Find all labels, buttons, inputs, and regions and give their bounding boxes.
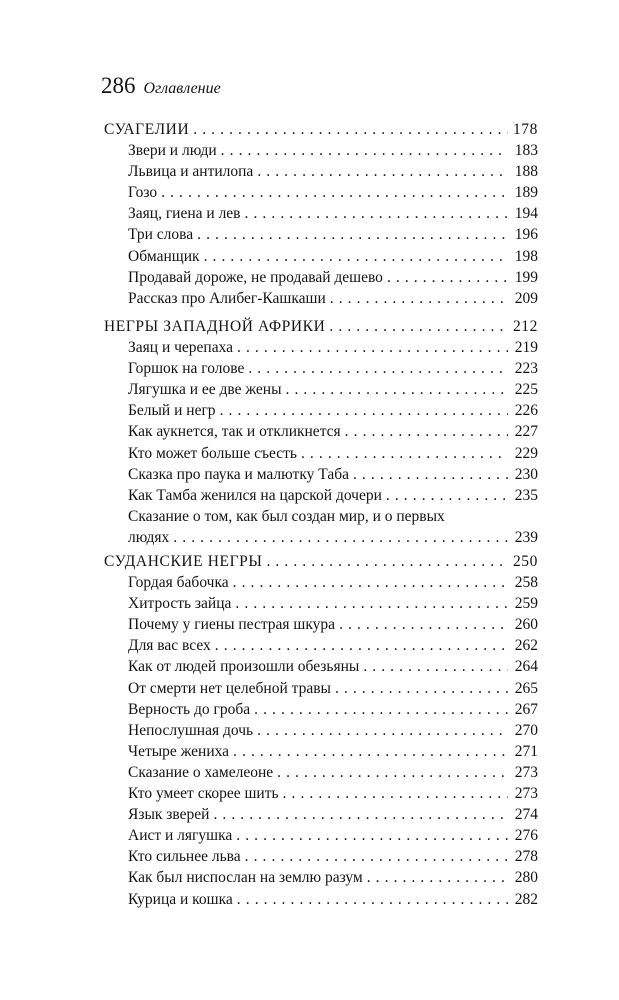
dot-leader — [173, 527, 508, 548]
page-number: 286 — [101, 73, 136, 98]
dot-leader — [233, 572, 508, 593]
dot-leader — [387, 267, 508, 288]
toc-entry: Верность до гроба . . . 267 — [104, 699, 538, 720]
dot-leader — [283, 783, 508, 804]
toc-entry: Заяц и черепаха . . . 219 — [104, 337, 538, 358]
toc-entry: Почему у гиены пестрая шкура . . . 260 — [104, 614, 538, 635]
dot-leader — [193, 119, 508, 140]
toc-entry-line1: Сказание о том, как был создан мир, и о первых — [128, 507, 445, 525]
dot-leader — [236, 825, 508, 846]
dot-leader — [237, 337, 508, 358]
dot-leader — [353, 464, 508, 485]
dot-leader — [161, 182, 508, 203]
toc-entry: Обманщик . . . 198 — [104, 246, 538, 267]
dot-leader — [237, 889, 508, 910]
toc-entry: Гозо . . . 189 — [104, 182, 538, 203]
toc-entry: Сказание о хамелеоне . . . 273 — [104, 762, 538, 783]
dot-leader — [339, 614, 508, 635]
dot-leader — [213, 804, 508, 825]
toc-entry: Для вас всех . . . 262 — [104, 635, 538, 656]
dot-leader — [363, 656, 508, 677]
toc-section-west-africa — [104, 316, 538, 548]
dot-leader — [266, 551, 508, 572]
toc-entry: Как от людей произошли обезьяны . . . 264 — [104, 656, 538, 677]
dot-leader — [254, 699, 508, 720]
dot-leader — [248, 358, 508, 379]
toc-entry: Кто сильнее льва . . . 278 — [104, 846, 538, 867]
toc-entry: Непослушная дочь . . . 270 — [104, 720, 538, 741]
dot-leader — [286, 379, 508, 400]
dot-leader — [277, 762, 508, 783]
toc-entry: Продавай дороже, не продавай дешево . . . 199 — [104, 267, 538, 288]
running-head-title: Оглавление — [143, 80, 221, 97]
toc-section-sudan — [104, 551, 538, 910]
section-heading: СУАГЕЛИИ . . . 178 — [104, 119, 538, 140]
toc-entry: Львица и антилопа . . . 188 — [104, 161, 538, 182]
dot-leader — [330, 288, 508, 309]
toc-entry: Заяц, гиена и лев . . . 194 — [104, 203, 538, 224]
dot-leader — [220, 400, 508, 421]
dot-leader — [204, 246, 508, 267]
dot-leader — [221, 140, 508, 161]
toc-entry: Аист и лягушка . . . 276 — [104, 825, 538, 846]
toc-entry: Сказка про паука и малютку Таба . . . 230 — [104, 464, 538, 485]
dot-leader — [245, 203, 508, 224]
toc-entry: От смерти нет целебной травы . . . 265 — [104, 678, 538, 699]
toc-entry: Звери и люди . . . 183 — [104, 140, 538, 161]
toc-entry: Курица и кошка . . . 282 — [104, 889, 538, 910]
dot-leader — [367, 867, 508, 888]
toc-entry: Рассказ про Алибег-Кашкаши . . . 209 — [104, 288, 538, 309]
toc-entry: Кто может больше съесть . . . 229 — [104, 443, 538, 464]
dot-leader — [329, 316, 508, 337]
toc-entry: Хитрость зайца . . . 259 — [104, 593, 538, 614]
dot-leader — [197, 224, 508, 245]
toc-entry: Белый и негр . . . 226 — [104, 400, 538, 421]
dot-leader — [335, 678, 508, 699]
dot-leader — [386, 485, 508, 506]
dot-leader — [301, 443, 508, 464]
toc-entry: Язык зверей . . . 274 — [104, 804, 538, 825]
toc-entry: Как аукнется, так и откликнется . . . 227 — [104, 421, 538, 442]
running-head — [101, 73, 221, 101]
toc-entry: Кто умеет скорее шить . . . 273 — [104, 783, 538, 804]
dot-leader — [257, 161, 508, 182]
dot-leader — [233, 741, 508, 762]
dot-leader — [245, 846, 508, 867]
dot-leader — [215, 635, 508, 656]
toc-entry: Четыре жениха . . . 271 — [104, 741, 538, 762]
dot-leader — [235, 593, 508, 614]
section-heading: НЕГРЫ ЗАПАДНОЙ АФРИКИ . . . 212 — [104, 316, 538, 337]
toc-entry: людях . . . 239 — [104, 527, 538, 548]
section-heading: СУДАНСКИЕ НЕГРЫ . . . 250 — [104, 551, 538, 572]
toc-entry: Горшок на голове . . . 223 — [104, 358, 538, 379]
toc-entry: Как Тамба женился на царской дочери . . . 235 — [104, 485, 538, 506]
toc-entry: Как был ниспослан на землю разум . . . 280 — [104, 867, 538, 888]
toc-entry: Три слова . . . 196 — [104, 224, 538, 245]
toc-entry: Гордая бабочка . . . 258 — [104, 572, 538, 593]
dot-leader — [345, 421, 508, 442]
toc-section-suagelii — [104, 119, 538, 309]
toc-entry: Лягушка и ее две жены . . . 225 — [104, 379, 538, 400]
dot-leader — [257, 720, 508, 741]
